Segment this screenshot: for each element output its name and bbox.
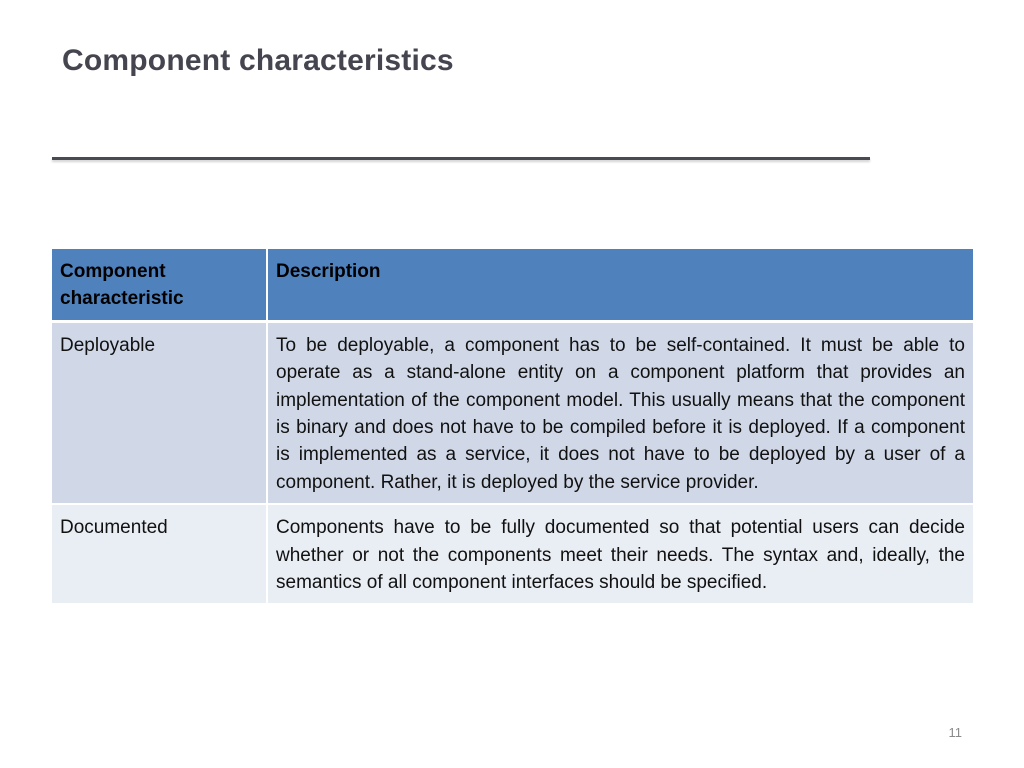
characteristic-cell: Documented xyxy=(52,505,268,603)
column-header-characteristic: Component characteristic xyxy=(52,249,268,323)
column-header-description: Description xyxy=(268,249,973,323)
table-header-row xyxy=(52,249,973,323)
description-cell: To be deployable, a component has to be self-contained. It must be able to operate as a stand-alone entity on a component platform that provides an implementation of the component model. This usually means that the component is binary and does not have to be compiled before it is deployed. If a component is implemented as a service, it does not have to be deployed by a user of a component. Rather, it is deployed by the service provider. xyxy=(268,323,973,505)
page-number: 11 xyxy=(948,725,962,740)
title-underline xyxy=(52,157,870,160)
characteristic-cell: Deployable xyxy=(52,323,268,505)
table-row xyxy=(52,505,973,603)
table-row xyxy=(52,323,973,505)
description-cell: Components have to be fully documented so that potential users can decide whether or not the components meet their needs. The syntax and, ideally, the semantics of all component interfaces should be specified. xyxy=(268,505,973,603)
slide-title: Component characteristics xyxy=(62,44,454,77)
characteristics-table xyxy=(52,249,973,603)
